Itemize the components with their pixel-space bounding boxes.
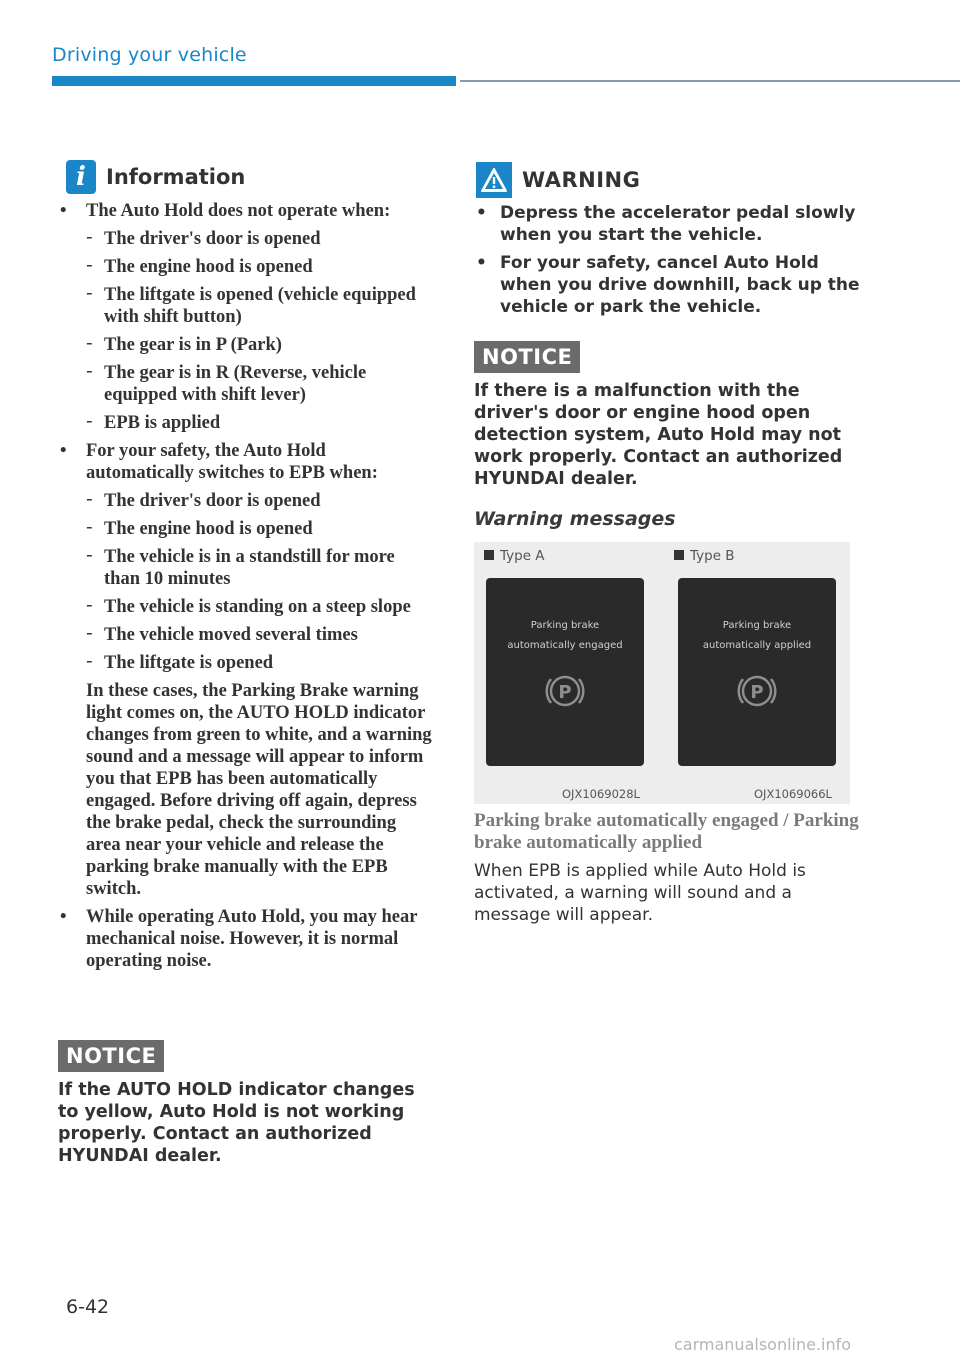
warning-icon xyxy=(476,162,512,198)
display-message-line: Parking brake xyxy=(722,620,792,631)
display-message-line: automatically engaged xyxy=(507,640,623,651)
type-a-label: Type A xyxy=(500,548,545,564)
header-rule-accent xyxy=(52,76,456,86)
cluster-display-type-a xyxy=(486,578,644,766)
warning-heading xyxy=(476,162,640,198)
information-sub-item: - The vehicle moved several times xyxy=(56,624,434,646)
information-sub-item: - The engine hood is opened xyxy=(56,256,434,278)
section-title: Driving your vehicle xyxy=(52,44,247,66)
information-bullet: • While operating Auto Hold, you may hear mechanical noise. However, it is normal operating noise. xyxy=(56,906,434,972)
display-message-line: Parking brake xyxy=(530,620,600,631)
notice-text: If there is a malfunction with the driver's door or engine hood open detection system, Auto Hold may not work properly. Contact an authorized HYUNDAI dealer. xyxy=(474,381,843,489)
figure-label xyxy=(484,548,545,564)
display-message-line: automatically applied xyxy=(702,640,812,651)
notice-text: If the AUTO HOLD indicator changes to yellow, Auto Hold is not working properly. Contact an authorized HYUNDAI dealer. xyxy=(58,1080,415,1166)
info-icon: i xyxy=(66,160,96,194)
cluster-display-type-b xyxy=(678,578,836,766)
type-b-label: Type B xyxy=(690,548,735,564)
warning-bullet: • For your safety, cancel Auto Hold when you drive downhill, back up the vehicle or park the vehicle. xyxy=(472,252,872,318)
information-sub-item: - The gear is in P (Park) xyxy=(56,334,434,356)
information-sub-item: - The vehicle is in a standstill for more than 10 minutes xyxy=(56,546,434,590)
information-title: Information xyxy=(106,165,246,189)
figure-label xyxy=(674,548,735,564)
information-sub-item: - The liftgate is opened xyxy=(56,652,434,674)
warning-title: WARNING xyxy=(522,168,641,192)
warning-bullet: • Depress the accelerator pedal slowly when you start the vehicle. xyxy=(472,202,872,246)
figure-code: OJX1069028L xyxy=(562,787,640,801)
header-rule xyxy=(460,80,960,82)
information-sub-item: - The vehicle is standing on a steep slope xyxy=(56,596,434,618)
warning-list xyxy=(472,202,872,324)
information-sub-item: - The engine hood is opened xyxy=(56,518,434,540)
notice-badge: NOTICE xyxy=(58,1040,164,1072)
figure-code: OJX1069066L xyxy=(754,787,832,801)
information-sub-item: - The driver's door is opened xyxy=(56,228,434,250)
information-sub-item: - EPB is applied xyxy=(56,412,434,434)
square-bullet-icon xyxy=(484,550,494,560)
parking-brake-icon xyxy=(544,670,586,712)
information-heading xyxy=(66,160,245,194)
figure-caption: Parking brake automatically engaged / Parking brake automatically applied xyxy=(474,810,859,853)
warning-messages-figure xyxy=(474,542,850,804)
information-sub-item: - The liftgate is opened (vehicle equipped with shift button) xyxy=(56,284,434,328)
information-bullet: • The Auto Hold does not operate when: xyxy=(56,200,434,222)
notice-badge: NOTICE xyxy=(474,341,580,373)
page-number: 6-42 xyxy=(66,1296,110,1318)
figure-description: When EPB is applied while Auto Hold is activated, a warning will sound and a message will appear. xyxy=(474,861,806,925)
information-bullet: • For your safety, the Auto Hold automatically switches to EPB when: xyxy=(56,440,434,484)
information-list xyxy=(56,200,434,978)
watermark: carmanualsonline.info xyxy=(674,1335,852,1354)
parking-brake-icon xyxy=(736,670,778,712)
svg-text:P: P xyxy=(750,682,764,703)
information-sub-item: - The gear is in R (Reverse, vehicle equipped with shift lever) xyxy=(56,362,434,406)
information-paragraph: In these cases, the Parking Brake warning light comes on, the AUTO HOLD indicator changes from green to white, and a warning sound and a message will appear to inform you that EPB has been automatically engaged. Before driving off again, depress the brake pedal, check the surrounding area near your vehicle and release the parking brake manually with the EPB switch. xyxy=(86,681,432,899)
svg-text:P: P xyxy=(558,682,572,703)
square-bullet-icon xyxy=(674,550,684,560)
information-sub-item: - The driver's door is opened xyxy=(56,490,434,512)
warning-messages-heading: Warning messages xyxy=(474,508,676,530)
